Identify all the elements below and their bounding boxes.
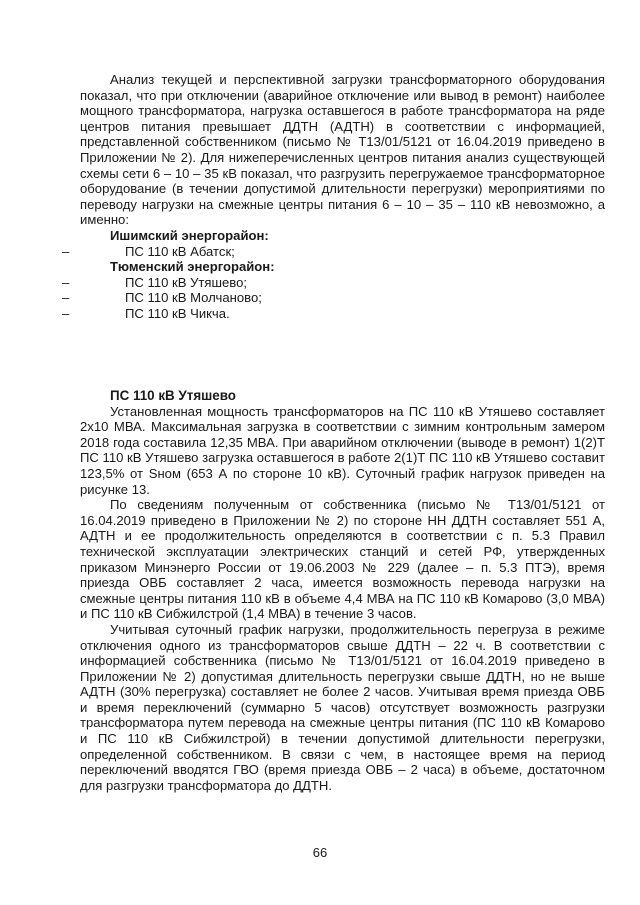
section-paragraph: По сведениям полученным от собственника (письмо № Т13/01/5121 от 16.04.2019 приведено в Приложении № 2) по стороне НН ДДТН составляет 551 А, АДТН и ее продолжительность определяются в соответствии с п. 5.3 Правил технической эксплуатации электрических станций и сетей РФ, утвержденных приказом Минэнерго России от 19.06.2003 № 229 (далее – п. 5.3 ПТЭ), время приезда ОВБ составляет 2 часа, имеется возможность перевода нагрузки на смежные центры питания 110 кВ в объеме 4,4 МВА на ПС 110 кВ Комарово (3,0 МВА) и ПС 110 кВ Сибжилстрой (1,4 МВА) в течение 3 часов. bbox=[80, 497, 605, 622]
list-item: – ПС 110 кВ Молчаново; bbox=[62, 290, 262, 306]
section-block bbox=[80, 388, 605, 793]
section-title: ПС 110 кВ Утяшево bbox=[110, 388, 236, 403]
region-list-tyumen bbox=[62, 274, 605, 322]
region-heading-tyumen: Тюменский энергорайон: bbox=[110, 259, 275, 275]
section-paragraph: Учитывая суточный график нагрузки, продолжительность перегруза в режиме отключения одного из трансформаторов свыше ДДТН – 22 ч. В соответствии с информацией собственника (письмо № Т13/01/5121 от 16.04.2019 приведено в Приложении № 2) допустимая длительность перегрузки свыше ДДТН, но не выше АДТН (30% перегрузка) составляет не более 2 часов. Учитывая время приезда ОВБ и время переключений (суммарно 5 часов) отсутствует возможность разгрузки трансформатора путем перевода на смежные центры питания (ПС 110 кВ Комарово и ПС 110 кВ Сибжилстрой) в течении допустимой длительности перегрузки, определенной собственником. В связи с чем, в настоящее время на период переключений вводятся ГВО (время приезда ОВБ – 2 часа) в объеме, достаточном для разгрузки трансформатора до ДДТН. bbox=[80, 621, 605, 793]
region-heading-ishim: Ишимский энергорайон: bbox=[110, 227, 269, 243]
intro-paragraph: Анализ текущей и перспективной загрузки трансформаторного оборудования показал, что при отключении (аварийное отключение или вывод в ремонт) наиболее мощного трансформатора, нагрузка оставшегося в работе трансформатора на ряде центров питания превышает ДДТН (АДТН) в соответствии с информацией, представленной собственником (письмо № Т13/01/5121 от 16.04.2019 приведено в Приложении № 2). Для нижеперечисленных центров питания анализ существующей схемы сети 6 – 10 – 35 кВ показал, что разгрузить перегружаемое трансформаторное оборудование (в течении допустимой длительности перегрузки) мероприятиями по переводу нагрузки на смежные центры питания 6 – 10 – 35 – 110 кВ невозможно, а именно: bbox=[80, 72, 605, 228]
list-item: – ПС 110 кВ Абатск; bbox=[62, 243, 235, 259]
list-item: – ПС 110 кВ Утяшево; bbox=[62, 274, 248, 290]
region-list-ishim bbox=[62, 243, 605, 260]
page-number: 66 bbox=[312, 845, 328, 860]
section-paragraph: Установленная мощность трансформаторов на ПС 110 кВ Утяшево составляет 2x10 МВА. Максимальная загрузка в соответствии с зимним контрольным замером 2018 года составила 12,35 МВА. При аварийном отключении (выводе в ремонт) 1(2)Т ПС 110 кВ Утяшево загрузка оставшегося в работе 2(1)Т ПС 110 кВ Утяшево составит 123,5% от Sном (653 А по стороне 10 кВ). Суточный график нагрузок приведен на рисунке 13. bbox=[80, 403, 605, 497]
list-item: – ПС 110 кВ Чикча. bbox=[62, 305, 230, 321]
intro-block bbox=[62, 72, 605, 322]
